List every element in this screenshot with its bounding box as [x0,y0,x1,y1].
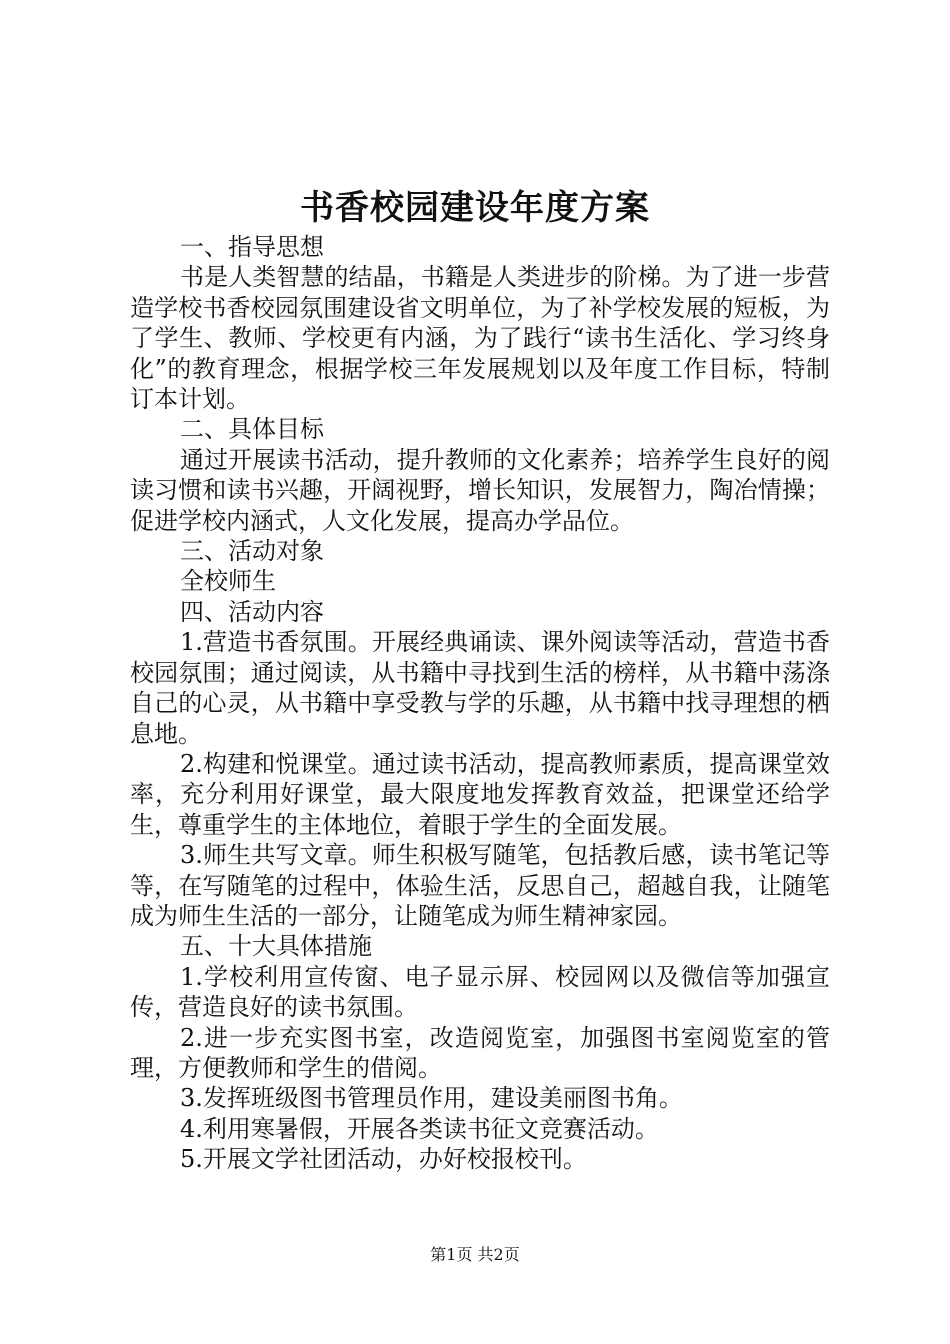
list-item-measure-5: 5.开展文学社团活动，办好校报校刊。 [180,1145,587,1174]
list-item-measure-1: 1.学校利用宣传窗、电子显示屏、校园网以及微信等加强宣传，营造良好的读书氛围。 [130,962,830,1022]
paragraph-activity-targets: 全校师生 [180,567,276,596]
document-body [130,232,830,1175]
list-item-measure-4: 4.利用寒暑假，开展各类读书征文竞赛活动。 [180,1114,659,1143]
list-item-content-1: 1.营造书香氛围。开展经典诵读、课外阅读等活动，营造书香校园氛围；通过阅读，从书籍中寻找到生活的榜样，从书籍中荡涤自己的心灵，从书籍中享受教与学的乐趣，从书籍中找寻理想的栖息地。 [130,628,830,748]
list-item-content-2: 2.构建和悦课堂。通过读书活动，提高教师素质，提高课堂效率，充分利用好课堂，最大限度地发挥教育效益，把课堂还给学生，尊重学生的主体地位，着眼于学生的全面发展。 [130,749,830,839]
section-heading-activity-content: 四、活动内容 [180,597,324,626]
paragraph-guiding-ideology: 书是人类智慧的结晶，书籍是人类进步的阶梯。为了进一步营造学校书香校园氛围建设省文明单位，为了补学校发展的短板，为了学生、教师、学校更有内涵，为了践行“读书生活化、学习终身化”的教育理念，根据学校三年发展规划以及年度工作目标，特制订本计划。 [130,263,830,414]
section-heading-guiding-ideology: 一、指导思想 [180,233,324,261]
document-title: 书香校园建设年度方案 [300,188,650,228]
list-item-measure-2: 2.进一步充实图书室，改造阅览室，加强图书室阅览室的管理，方便教师和学生的借阅。 [130,1023,830,1082]
page-number-footer: 第1页 共2页 [430,1245,520,1264]
section-heading-specific-goals: 二、具体目标 [180,415,324,444]
list-item-content-3: 3.师生共写文章。师生积极写随笔，包括教后感，读书笔记等等，在写随笔的过程中，体验生活，反思自己，超越自我，让随笔成为师生生活的一部分，让随笔成为师生精神家园。 [130,841,830,930]
paragraph-specific-goals: 通过开展读书活动，提升教师的文化素养；培养学生良好的阅读习惯和读书兴趣，开阔视野，增长知识，发展智力，陶冶情操；促进学校内涵式，人文化发展，提高办学品位。 [130,445,830,535]
section-heading-measures: 五、十大具体措施 [180,932,372,961]
list-item-measure-3: 3.发挥班级图书管理员作用，建设美丽图书角。 [180,1084,683,1113]
section-heading-activity-targets: 三、活动对象 [180,537,324,566]
